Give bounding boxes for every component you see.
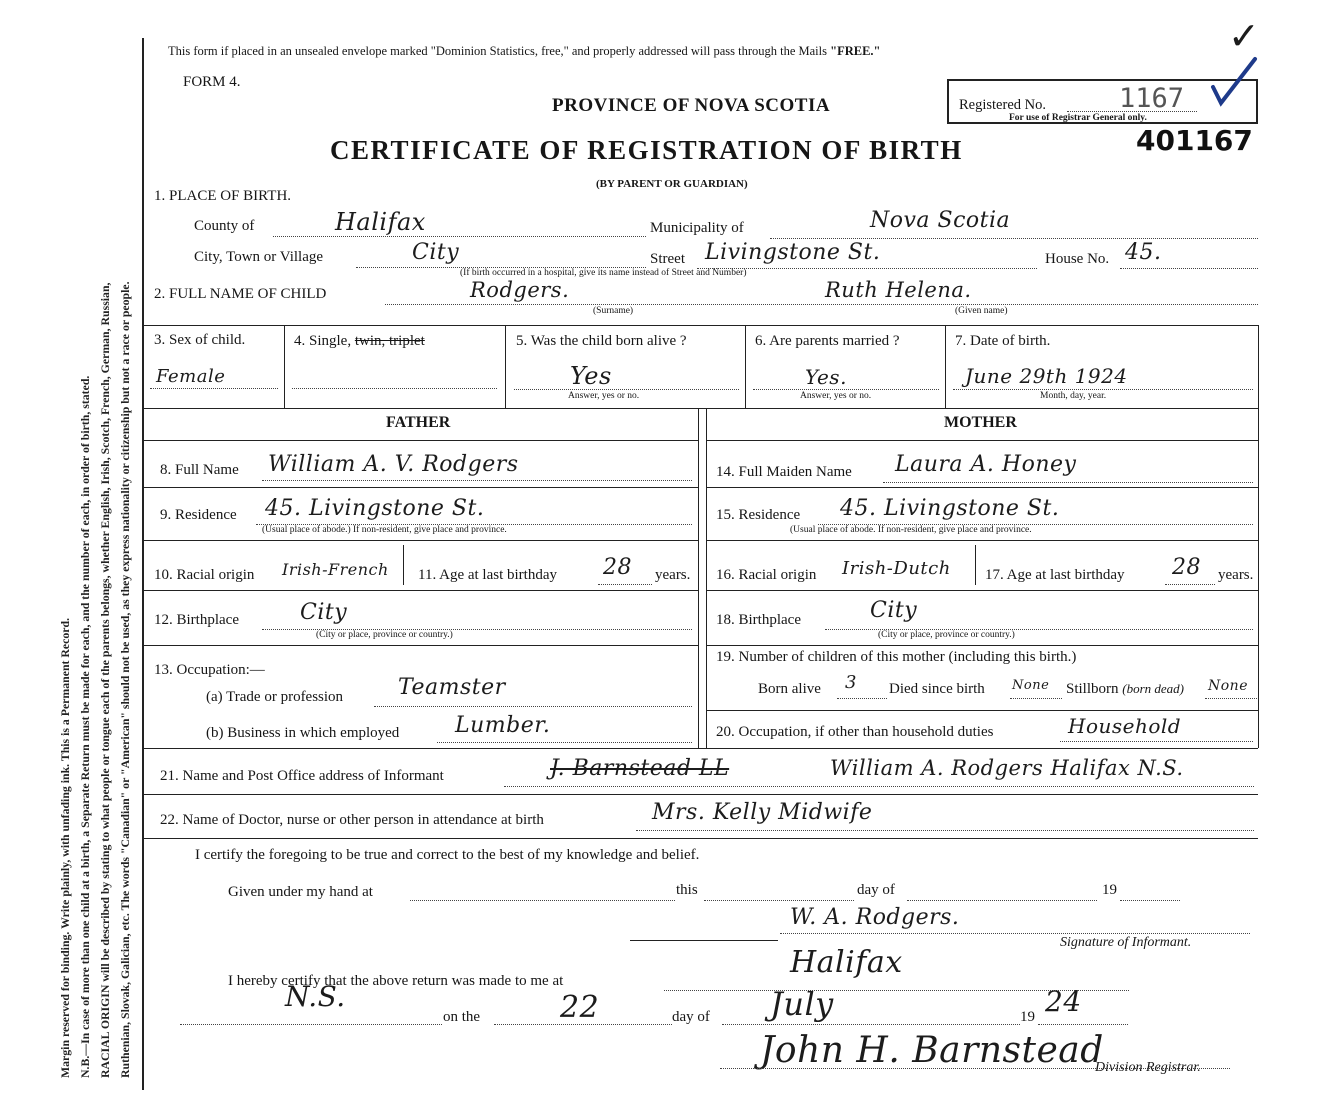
margin-note-multiple-births: N.B.—In case of more than one child at a birth, a Separate Return must be made for each, and the number of each, in order of birth, stated. [78, 375, 92, 1078]
mother-residence-value: 45. Livingstone St. [840, 496, 1060, 521]
father-name-value: William A. V. Rodgers [268, 452, 519, 477]
mother-age-label: 17. Age at last birthday [985, 567, 1125, 583]
registrar-note: For use of Registrar General only. [1009, 113, 1147, 123]
given-year-prefix: 19 [1102, 882, 1117, 898]
given-day-of-label: day of [857, 882, 895, 898]
city-value: City [412, 240, 460, 265]
registration-month-value: July [770, 985, 834, 1023]
born-alive-count-label: Born alive [758, 681, 821, 697]
mother-residence-label: 15. Residence [716, 507, 801, 523]
born-alive-count-value: 3 [845, 672, 857, 693]
margin-note-nationality: Ruthenian, Slovak, Galician, etc. The words "Canadian" or "American" should not be used, as they express nationality or citizenship but not a race or people. [118, 281, 132, 1078]
attendant-label: 22. Name of Doctor, nurse or other person in attendance at birth [160, 812, 544, 828]
margin-note-racial-origin: RACIAL ORIGIN will be described by stating to what people or tongue each of the parents belongs, whether English, Irish, Scotch, French, German, Russian, [98, 282, 112, 1078]
mother-birthplace-caption: (City or place, province or country.) [878, 630, 1015, 640]
date-of-birth-caption: Month, day, year. [1040, 391, 1107, 401]
registered-value: 1167 [1119, 83, 1185, 114]
father-occupation-label: 13. Occupation:— [154, 662, 265, 678]
parents-married-value: Yes. [805, 365, 847, 389]
father-heading: FATHER [386, 414, 451, 431]
province-heading: PROVINCE OF NOVA SCOTIA [552, 95, 831, 116]
stillborn-label: Stillborn (born dead) [1066, 681, 1185, 697]
stamp-number: 401167 [1136, 124, 1253, 157]
mother-age-years: years. [1218, 567, 1254, 583]
father-birthplace-value: City [300, 600, 348, 625]
margin-note-binding: Margin reserved for binding. Write plainly, with unfading ink. This is a Permanent Record. [58, 617, 72, 1078]
mother-birthplace-label: 18. Birthplace [716, 612, 801, 628]
informant-value: William A. Rodgers Halifax N.S. [830, 756, 1184, 780]
mother-age-value: 28 [1172, 555, 1201, 580]
street-label: Street [650, 251, 685, 267]
informant-signature-caption: Signature of Informant. [1060, 935, 1192, 950]
registration-place-value: Halifax [790, 945, 903, 980]
father-trade-label: (a) Trade or profession [206, 689, 344, 705]
parents-married-caption: Answer, yes or no. [800, 391, 872, 401]
informant-signature: W. A. Rodgers. [790, 905, 960, 930]
postal-note: This form if placed in an unsealed envelope marked "Dominion Statistics, free," and properly addressed will pass through the Mails "FREE." [168, 44, 881, 58]
mother-occupation-value: Household [1068, 714, 1182, 738]
informant-label: 21. Name and Post Office address of Informant [160, 768, 444, 784]
municipality-value: Nova Scotia [870, 208, 1011, 233]
single-label: 4. Single, twin, triplet [294, 333, 425, 349]
father-business-value: Lumber. [455, 713, 551, 738]
given-this-label: this [676, 882, 698, 898]
born-alive-label: 5. Was the child born alive ? [516, 333, 687, 349]
given-name-caption: (Given name) [955, 306, 1008, 316]
registration-year-value: 24 [1045, 985, 1082, 1018]
born-alive-value: Yes [570, 362, 612, 390]
informant-struck-value: J. Barnstead LL [550, 756, 730, 781]
county-value: Halifax [335, 208, 426, 236]
father-residence-caption: (Usual place of abode.) If non-resident, give place and province. [262, 525, 507, 535]
father-business-label: (b) Business in which employed [206, 725, 400, 741]
municipality-label: Municipality of [650, 220, 744, 236]
hospital-note: (If birth occurred in a hospital, give its name instead of Street and Number) [460, 268, 747, 278]
father-residence-label: 9. Residence [160, 507, 237, 523]
registration-initials-value: N.S. [285, 980, 346, 1013]
registration-day-value: 22 [560, 990, 600, 1025]
mother-birthplace-value: City [870, 598, 918, 623]
mother-occupation-label: 20. Occupation, if other than household duties [716, 724, 994, 740]
father-residence-value: 45. Livingstone St. [265, 496, 485, 521]
died-since-birth-label: Died since birth [889, 681, 985, 697]
mother-residence-caption: (Usual place of abode. If non-resident, give place and province. [790, 525, 1032, 535]
registrar-signature-caption: Division Registrar. [1095, 1060, 1201, 1075]
father-racial-origin-value: Irish-French [282, 560, 389, 579]
registrar-signature: John H. Barnstead [760, 1030, 1104, 1071]
house-number-value: 45. [1125, 240, 1162, 265]
born-alive-caption: Answer, yes or no. [568, 391, 640, 401]
registration-day-of-label: day of [672, 1009, 710, 1025]
mother-racial-origin-label: 16. Racial origin [716, 567, 817, 583]
city-label: City, Town or Village [194, 249, 324, 265]
registered-label: Registered No. [959, 97, 1046, 113]
certificate-title: CERTIFICATE OF REGISTRATION OF BIRTH [330, 135, 963, 165]
blue-check-mark [1205, 55, 1265, 115]
street-value: Livingstone St. [705, 240, 881, 265]
surname-caption: (Surname) [593, 306, 634, 316]
parents-married-label: 6. Are parents married ? [755, 333, 900, 349]
date-of-birth-label: 7. Date of birth. [955, 333, 1051, 349]
father-age-years: years. [655, 567, 691, 583]
child-surname-value: Rodgers. [470, 278, 570, 302]
stillborn-value: None [1208, 678, 1248, 694]
attendant-value: Mrs. Kelly Midwife [652, 800, 873, 825]
mother-name-label: 14. Full Maiden Name [716, 464, 852, 480]
mother-racial-origin-value: Irish-Dutch [842, 558, 951, 579]
certification-statement: I certify the foregoing to be true and correct to the best of my knowledge and belief. [195, 847, 700, 863]
checkmark-icon: ✓ [1228, 14, 1260, 58]
sex-value: Female [156, 366, 226, 387]
house-number-label: House No. [1045, 251, 1110, 267]
given-under-hand-label: Given under my hand at [228, 884, 373, 900]
father-racial-origin-label: 10. Racial origin [154, 567, 255, 583]
father-age-value: 28 [603, 555, 632, 580]
father-age-label: 11. Age at last birthday [418, 567, 557, 583]
place-of-birth-heading: 1. PLACE OF BIRTH. [154, 188, 292, 204]
mother-heading: MOTHER [944, 414, 1017, 431]
father-birthplace-caption: (City or place, province or country.) [316, 630, 453, 640]
registration-year-prefix: 19 [1020, 1009, 1035, 1025]
sex-label: 3. Sex of child. [154, 332, 246, 348]
child-name-label: 2. FULL NAME OF CHILD [154, 286, 327, 302]
mother-name-value: Laura A. Honey [895, 452, 1077, 477]
on-the-label: on the [443, 1009, 481, 1025]
father-trade-value: Teamster [398, 675, 506, 700]
father-birthplace-label: 12. Birthplace [154, 612, 239, 628]
registrar-statement: I hereby certify that the above return was made to me at [228, 973, 564, 989]
date-of-birth-value: June 29th 1924 [965, 364, 1128, 388]
left-margin-rule [142, 38, 144, 1090]
certificate-subtitle: (BY PARENT OR GUARDIAN) [596, 178, 748, 190]
county-label: County of [194, 218, 255, 234]
child-given-name-value: Ruth Helena. [825, 278, 972, 302]
father-name-label: 8. Full Name [160, 462, 239, 478]
form-number: FORM 4. [183, 74, 241, 90]
mother-children-label: 19. Number of children of this mother (including this birth.) [716, 649, 1077, 665]
died-since-birth-value: None [1012, 678, 1050, 693]
